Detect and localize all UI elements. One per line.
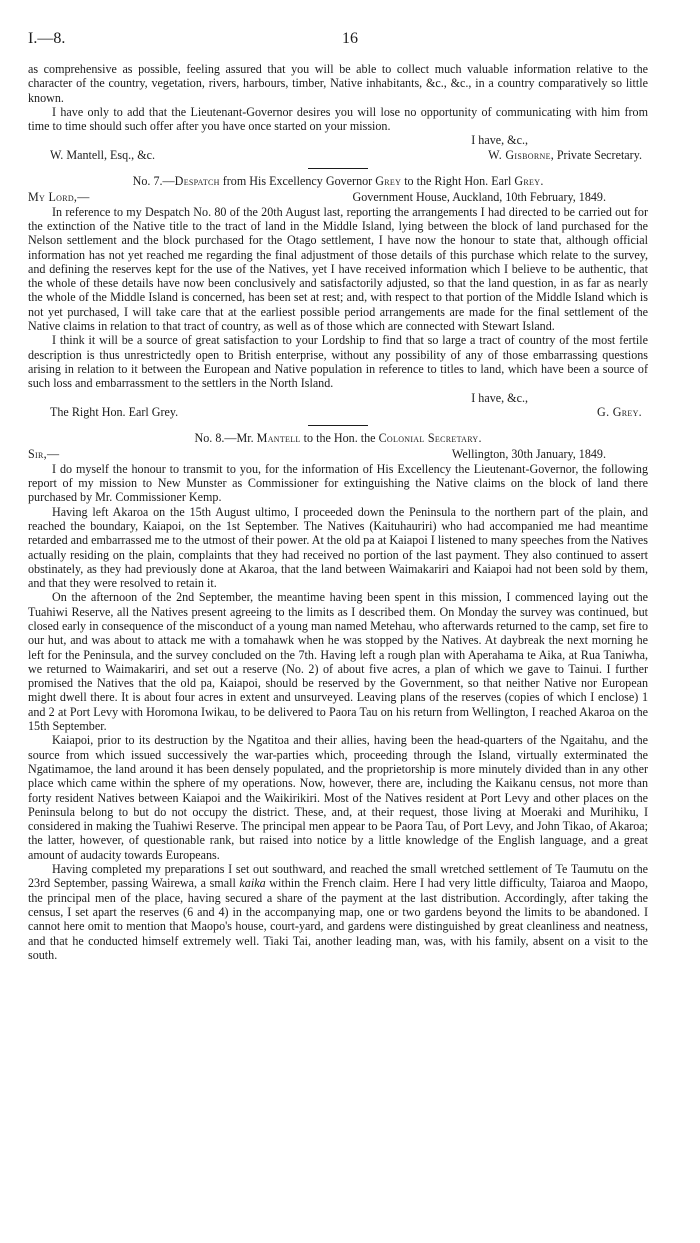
despatch-8-title xyxy=(28,431,648,445)
despatch-8-title-end: . xyxy=(478,431,482,446)
despatch-7-title-mid-2: to the Right Hon. Earl xyxy=(401,174,515,189)
despatch-8-title-mantell: Mantell xyxy=(256,431,301,446)
despatch-7-title xyxy=(28,174,648,188)
intro-paragraph-1: as comprehensive as possible, feeling assured that you will be able to collect much valuable information relative to the character of the country, vegetation, rivers, harbours, timber, Native inhabitants, &c., &c., in a country comparatively so little known. xyxy=(28,62,648,105)
intro-signature-role: , Private Secretary. xyxy=(550,147,642,162)
despatch-7-signature: G. Grey. xyxy=(597,404,642,419)
intro-closing: I have, &c., xyxy=(471,133,528,148)
despatch-7-paragraph-2: I think it will be a source of great satisfaction to your Lordship to find that so large a tract of country of the most fertile description is thus unrestrictedly open to British enterprise, without any possibility of any of those embarrassing questions arising in relation to it between the European and Native population in reference to titles to land, which have been a source of such loss and embarrassment to the settlers in the North Island. xyxy=(28,333,648,391)
page-number: 16 xyxy=(342,30,358,47)
despatch-8-paragraph-2: Having left Akaroa on the 15th August ultimo, I proceeded down the Peninsula to the northern part of the plain, and reached the boundary, Kaiapoi, on the 1st September. The Natives (Kaituhauriri) who had accompanied me had meantime retarded and embarrassed me to the utmost of their power. At the old pa at Kaiapoi I listened to many speeches from the Natives actually residing on the plain, complaints that they had received no portion of the last payment. They also continued to assert obstinately, as they had previously done at Akaroa, that the land between Waimakariri and Kaiapoi had not been sold by them, and that they were resolved to retain it. xyxy=(28,504,648,591)
despatch-8-paragraph-5-part-2: within the French claim. Here I had very little difficulty, Taiaroa and Maopo, the principal men of the place, having secured a share of the payment at the last distribution. Accordingly, after taking the census, I set apart the reserves (6 and 4) in the accompanying map, one or two gardens beyond the limits to be abandoned. I cannot here omit to mention that Maopo's house, court-yard, and gardens were distinguished by great cleanliness and neatness, and that he conducted himself extremely well. Tiaki Tai, another leading man, was, with his family, absent on a visit to the south. xyxy=(28,876,648,962)
page-body xyxy=(28,62,648,962)
despatch-7-paragraph-1: In reference to my Despatch No. 80 of the 20th August last, reporting the arrangements I had directed to be carried out for the extinction of the Native title to the tract of land in the Middle Island, lying between the block of land purchased for the Nelson settlement and the block purchased for the Otago settlement, I have now the honour to state that, although official information has not yet reached me regarding the final adjustment of those details of this purchase which relate to the survey, and defining the reserves kept for the use of the Natives, yet I have received information which I believe to be authentic, that the whole of these details have now been conclusively and satisfactorily adjusted, so that the land question, in as far as nearly the whole of the Middle Island is concerned, has been set at rest; and, with respect to that portion of the Middle Island which is not yet purchased, I will take care that at the earliest possible period arrangements are made for the final settlement of the Native claims in relation to that tract of country, as well as of those which are connected with Stewart Island. xyxy=(28,204,648,334)
despatch-8-title-secretary: Colonial Secretary xyxy=(378,431,479,446)
despatch-8-paragraph-4: Kaiapoi, prior to its destruction by the Ngatitoa and their allies, having been the head-quarters of the Ngaitahu, and the source from which issued successively the war-parties which, proceeding through the Island, virtually exterminated the Ngatimamoe, the land around it has been densely populated, and the proprietorship is more minutely divided than in any other place which came within the sphere of my operations. Now, however, there are, including the Kaikanu census, not more than forty resident Natives between Kaiapoi and the Waikirikiri. Most of the Natives resident at Port Levy and other places on the Peninsula belong to but do not occupy the district. These, and, at their request, those living at Moeraki and Murihiku, I considered in making the Tuahiwi Reserve. The principal men appear to be Paora Tau, of Port Levy, and John Tikao, of Akaroa; the latter, however, of questionable rank, but raised into notice by a little knowledge of the English language, and a great amount of audacity towards Europeans. xyxy=(28,733,648,862)
despatch-7-title-grey-2: Grey xyxy=(514,174,541,189)
despatch-7-salutation-row xyxy=(28,190,648,204)
despatch-8-title-mid: to the Hon. the xyxy=(300,431,379,446)
despatch-7-title-grey-1: Grey xyxy=(375,174,402,189)
despatch-8-salutation-row xyxy=(28,447,648,461)
intro-paragraph-2: I have only to add that the Lieutenant-Governor desires you will lose no opportunity of communicating with him from time to time should such offer after you have once started on your mission. xyxy=(28,104,648,134)
document-reference: I.—8. xyxy=(28,30,66,47)
despatch-8-paragraph-5-part-1: Having completed my preparations I set out southward, and reached the small wretched settlement of Te Taumutu on the 23rd September, passing Wairewa, a small xyxy=(28,862,648,891)
section-divider xyxy=(308,425,368,426)
page-header xyxy=(28,30,672,52)
despatch-7-title-mid: from His Excellency Governor xyxy=(219,174,376,189)
despatch-8-salutation: Sir,— xyxy=(28,447,60,462)
intro-signature xyxy=(488,148,648,162)
despatch-8-title-prefix: No. 8.—Mr. xyxy=(194,431,257,446)
intro-signature-row xyxy=(28,148,648,162)
despatch-7-closing: I have, &c., xyxy=(471,390,528,405)
despatch-8-place-date: Wellington, 30th January, 1849. xyxy=(451,447,606,462)
despatch-7-salutation: My Lord,— xyxy=(28,190,90,205)
section-divider xyxy=(308,168,368,169)
despatch-8-paragraph-3: On the afternoon of the 2nd September, the meantime having been spent in this mission, I commenced laying out the Tuahiwi Reserve, all the Natives present agreeing to the limits as I described them. On Monday the survey was continued, but closed early in consequence of the misconduct of a young man named Metehau, who afterwards returned to the camp, set fire to our hut, and was about to attack me with a tomahawk when he was stopped by the Natives. At daybreak the next morning he left for the Peninsula, and the survey concluded on the 7th. Having left a rough plan with Aperahama te Aika, at Rua Taniwha, we returned to Waimakariri, and set out a reserve (No. 2) of about five acres, a plan of which we gave to Tainui. I further promised the Natives that the old pa, Kaiapoi, should be reserved by the Government, so that neither Native nor European might dwell there. It is about four acres in extent and unsurveyed. Leaving plans of the reserves (copies of which I enclose) 1 and 2 at Port Levy with Horomona Iwikau, to be delivered to Paora Tau on his return from Wellington, I reached Akaroa on the 15th September. xyxy=(28,590,648,734)
intro-signature-name: W. Gisborne xyxy=(488,147,551,162)
despatch-7-title-despatch: Despatch xyxy=(174,174,220,189)
despatch-7-place-date: Government House, Auckland, 10th February, 1849. xyxy=(352,190,606,205)
despatch-7-title-prefix: No. 7.— xyxy=(132,174,175,189)
intro-addressee: W. Mantell, Esq., &c. xyxy=(50,147,156,162)
despatch-8-paragraph-1: I do myself the honour to transmit to you, for the information of His Excellency the Lieutenant-Governor, the following report of my mission to New Munster as Commissioner for extinguishing the Native claims on the block of land there purchased by Mr. Commissioner Kemp. xyxy=(28,461,648,505)
despatch-7-addressee: The Right Hon. Earl Grey. xyxy=(50,404,179,419)
despatch-7-title-end: . xyxy=(540,174,544,189)
despatch-8-paragraph-5-italic: kaika xyxy=(239,876,266,891)
despatch-7-signature-row xyxy=(28,405,648,419)
despatch-8-paragraph-5 xyxy=(28,862,648,962)
